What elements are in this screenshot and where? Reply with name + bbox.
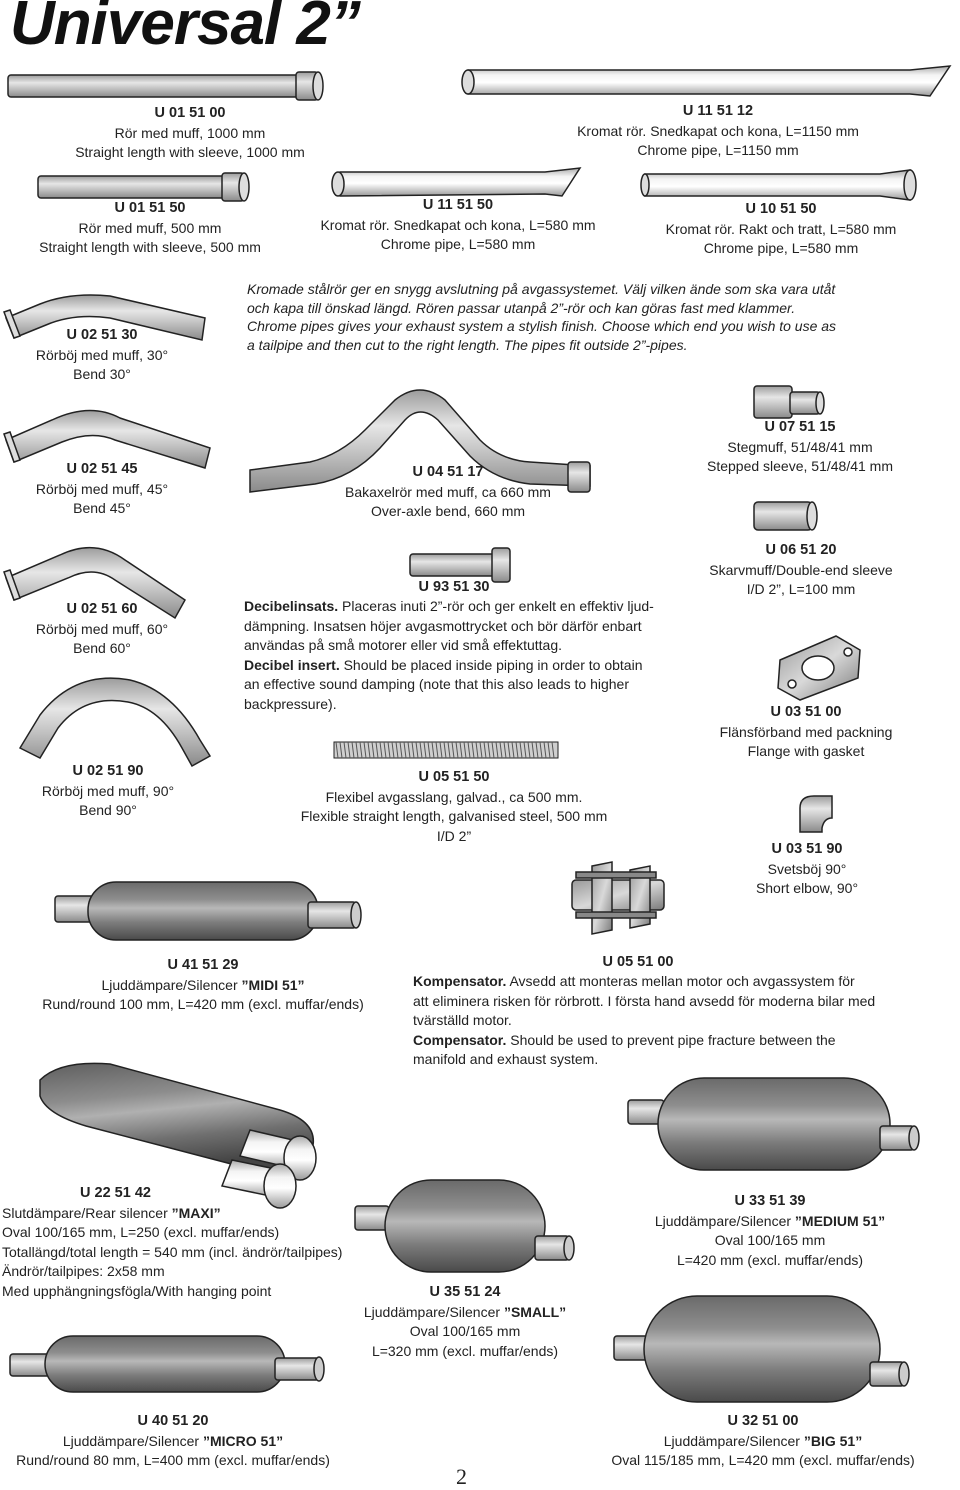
product-code: U 10 51 50 — [745, 201, 817, 217]
micro-silencer-illustration — [10, 1336, 324, 1392]
caption-u405120 — [10, 1412, 336, 1471]
product-desc-sv: Kromat rör. Snedkapat och kona, L=580 mm — [320, 216, 596, 233]
product-code: U 01 51 50 — [114, 200, 186, 216]
midi-silencer-illustration — [55, 882, 361, 940]
intro-line: Chrome pipes gives your exhaust system a stylish finish. Choose which end you wish to use as — [247, 318, 837, 334]
text: Should be placed inside piping in order to obtain — [339, 656, 643, 673]
chrome-pipe-bevel-580-illustration — [332, 168, 580, 196]
term: Decibel insert. — [244, 656, 340, 673]
text: att eliminera risken för rörbrott. I första hand avsedd för moderna bilar med — [413, 992, 876, 1009]
product-desc-sv: Rör med muff, 1000 mm — [114, 124, 266, 141]
product-desc-en: I/D 2”, L=100 mm — [746, 581, 856, 597]
product-desc-en: Chrome pipe, L=580 mm — [380, 236, 536, 252]
product-desc-length: L=420 mm (excl. muffar/ends) — [676, 1251, 864, 1268]
product-desc-sv: Ljuddämpare/Silencer — [101, 976, 242, 993]
caption-u035190 — [736, 840, 878, 899]
product-code: U 22 51 42 — [80, 1185, 151, 1201]
caption-u025145 — [20, 460, 184, 519]
caption-u025130 — [20, 326, 184, 385]
product-desc-sv: Rör med muff, 500 mm — [78, 219, 222, 236]
product-desc-en: Oval 115/185 mm, L=420 mm (excl. muffar/ends) — [611, 1452, 915, 1468]
caption-u225142 — [2, 1184, 362, 1301]
small-silencer-illustration — [355, 1180, 574, 1272]
product-model: ”MICRO 51” — [202, 1432, 284, 1449]
product-desc-sv: Svetsböj 90° — [767, 860, 847, 877]
compensator-illustration — [572, 862, 664, 934]
intro-line: a tailpipe and then cut to the right length. The pipes fit outside 2”-pipes. — [247, 336, 688, 353]
straight-pipe-1000-illustration — [8, 72, 323, 100]
product-desc-size: Oval 100/165 mm — [409, 1323, 521, 1339]
product-desc-en: Chrome pipe, L=580 mm — [703, 240, 859, 256]
product-desc-en: Straight length with sleeve, 1000 mm — [75, 144, 305, 160]
product-desc-en: Chrome pipe, L=1150 mm — [637, 142, 799, 158]
decibel-insert-illustration — [410, 548, 510, 582]
product-desc-sv: Skarvmuff/Double-end sleeve — [709, 561, 893, 578]
term: Kompensator. — [413, 973, 507, 989]
product-code: U 05 51 00 — [602, 954, 674, 970]
text: backpressure). — [244, 695, 337, 712]
product-desc-en: Flange with gasket — [747, 743, 865, 759]
caption-u325100 — [610, 1412, 916, 1471]
caption-u065120 — [686, 541, 916, 600]
product-code: U 02 51 60 — [66, 601, 138, 617]
product-code: U 03 51 00 — [770, 704, 842, 720]
product-desc-tailpipes: Ändrör/tailpipes: 2x58 mm — [2, 1263, 165, 1279]
product-desc-sv: Ljuddämpare/Silencer — [363, 1303, 504, 1320]
product-code: U 33 51 39 — [734, 1193, 806, 1209]
text: Placeras inuti 2”-rör och ger enkelt en effektiv ljud- — [338, 598, 654, 614]
product-code: U 93 51 30 — [418, 579, 490, 595]
text: Should be used to prevent pipe fracture between the — [506, 1031, 836, 1048]
caption-u015100 — [40, 104, 340, 163]
text: Avsedd att monteras mellan motor och avgassystem för — [506, 973, 855, 989]
product-model: ”MIDI 51” — [241, 976, 305, 993]
double-end-sleeve-illustration — [754, 502, 817, 530]
product-desc-sv: Slutdämpare/Rear silencer — [2, 1204, 172, 1221]
decibel-insert-description — [244, 597, 664, 714]
product-desc-en: Rund/round 100 mm, L=420 mm (excl. muffar/ends) — [42, 996, 364, 1012]
product-desc-sv: Stegmuff, 51/48/41 mm — [727, 438, 873, 455]
chrome-pipe-1150-illustration — [462, 66, 950, 96]
product-desc-size: I/D 2” — [436, 827, 472, 844]
page-number: 2 — [456, 1464, 467, 1489]
product-desc-length: Totallängd/total length = 540 mm (incl. ändrör/tailpipes) — [2, 1243, 343, 1260]
product-code: U 02 51 45 — [66, 461, 138, 477]
caption-u045117 — [330, 463, 566, 522]
intro-line: Kromade stålrör ger en snygg avslutning på avgassystemet. Välj vilken ände som ska vara utåt — [247, 281, 836, 297]
flexible-pipe-illustration — [334, 742, 558, 758]
chrome-pipe-flare-580-illustration — [641, 170, 916, 200]
product-desc-en: Stepped sleeve, 51/48/41 mm — [706, 458, 893, 474]
product-code: U 06 51 20 — [765, 542, 837, 558]
caption-u025160 — [20, 600, 184, 659]
short-elbow-illustration — [800, 796, 832, 832]
caption-u355124 — [350, 1283, 580, 1361]
caption-u025190 — [26, 762, 190, 821]
product-desc-sv: Rörböj med muff, 45° — [35, 480, 169, 497]
product-desc-en: Rund/round 80 mm, L=400 mm (excl. muffar/ends) — [16, 1452, 330, 1468]
product-desc-en: Short elbow, 90° — [755, 880, 859, 896]
stepped-sleeve-illustration — [754, 386, 824, 418]
bend-90-illustration — [20, 678, 210, 766]
caption-u075115 — [690, 418, 910, 477]
product-desc-hanging: Med upphängningsfögla/With hanging point — [2, 1282, 272, 1299]
caption-u415129 — [36, 956, 370, 1015]
product-code: U 35 51 24 — [429, 1284, 501, 1300]
caption-u115150 — [308, 196, 608, 255]
product-code: U 02 51 90 — [72, 763, 144, 779]
product-code: U 40 51 20 — [137, 1413, 209, 1429]
text: an effective sound damping (note that this also leads to higher — [244, 676, 629, 692]
chrome-pipes-intro — [247, 280, 947, 354]
product-desc-sv: Flexibel avgasslang, galvad., ca 500 mm. — [325, 788, 583, 805]
term: Compensator. — [413, 1031, 507, 1048]
product-model: ”BIG 51” — [803, 1432, 863, 1449]
product-desc-sv: Ljuddämpare/Silencer — [663, 1432, 804, 1449]
caption-u055150 — [294, 768, 614, 846]
term: Decibelinsats. — [244, 598, 339, 614]
caption-u035100 — [704, 703, 908, 762]
product-code: U 03 51 90 — [771, 841, 843, 857]
product-desc-en: Flexible straight length, galvanised steel, 500 mm — [300, 808, 608, 824]
medium-silencer-illustration — [628, 1078, 919, 1170]
product-code: U 32 51 00 — [727, 1413, 799, 1429]
product-model: ”MEDIUM 51” — [794, 1212, 886, 1229]
caption-u105150 — [640, 200, 922, 259]
compensator-description — [413, 972, 913, 1070]
product-code: U 07 51 15 — [764, 419, 836, 435]
text: användas på små motorer eller vid små effektuttag. — [244, 637, 563, 653]
product-desc-sv: Flänsförband med packning — [719, 723, 893, 740]
page-title: Universal 2” — [10, 0, 360, 58]
product-desc-en: Bend 60° — [73, 640, 131, 656]
product-desc-sv: Ljuddämpare/Silencer — [62, 1432, 203, 1449]
product-code: U 04 51 17 — [412, 464, 484, 480]
big-silencer-illustration — [614, 1296, 909, 1402]
product-model: ”SMALL” — [503, 1303, 567, 1320]
caption-u115112 — [548, 102, 888, 161]
text: dämpning. Insatsen höjer avgasmottrycket och bör därför enbart — [244, 617, 642, 634]
text: manifold and exhaust system. — [413, 1051, 599, 1067]
product-desc-en: Bend 30° — [73, 366, 131, 382]
product-desc-en: Over-axle bend, 660 mm — [370, 503, 526, 519]
product-model: ”MAXI” — [171, 1204, 221, 1221]
caption-u015150 — [20, 199, 280, 258]
product-desc-sv: Rörböj med muff, 90° — [41, 782, 175, 799]
product-desc-sv: Rörböj med muff, 30° — [35, 346, 169, 363]
product-desc-sv: Bakaxelrör med muff, ca 660 mm — [345, 483, 551, 500]
product-desc-en: Bend 45° — [73, 500, 131, 516]
intro-line: och kapa till önskad längd. Rören passar utanpå 2”-rör och kan göras fast med klammer. — [247, 299, 796, 316]
product-desc-sv: Kromat rör. Snedkapat och kona, L=1150 mm — [577, 122, 859, 139]
flange-gasket-illustration — [778, 636, 860, 700]
product-desc-en: Bend 90° — [79, 802, 137, 818]
caption-u935130-code — [380, 578, 528, 598]
product-desc-sv: Rörböj med muff, 60° — [35, 620, 169, 637]
product-code: U 05 51 50 — [418, 769, 490, 785]
product-code: U 01 51 00 — [154, 105, 226, 121]
product-desc-en: Straight length with sleeve, 500 mm — [39, 239, 261, 255]
product-code: U 02 51 30 — [66, 327, 138, 343]
product-desc-size: Oval 100/165 mm — [714, 1232, 826, 1248]
product-desc-sv: Ljuddämpare/Silencer — [654, 1212, 795, 1229]
product-code: U 11 51 50 — [422, 197, 494, 213]
straight-pipe-500-illustration — [38, 173, 249, 201]
product-code: U 11 51 12 — [682, 103, 754, 119]
caption-u335139 — [640, 1192, 900, 1270]
text: tvärställd motor. — [413, 1012, 512, 1028]
product-desc-sv: Kromat rör. Rakt och tratt, L=580 mm — [665, 220, 897, 237]
product-code: U 41 51 29 — [167, 957, 239, 973]
product-desc-size: Oval 100/165 mm, L=250 (excl. muffar/ends) — [2, 1224, 280, 1240]
caption-u055100-code — [570, 953, 706, 973]
product-desc-length: L=320 mm (excl. muffar/ends) — [371, 1342, 559, 1359]
